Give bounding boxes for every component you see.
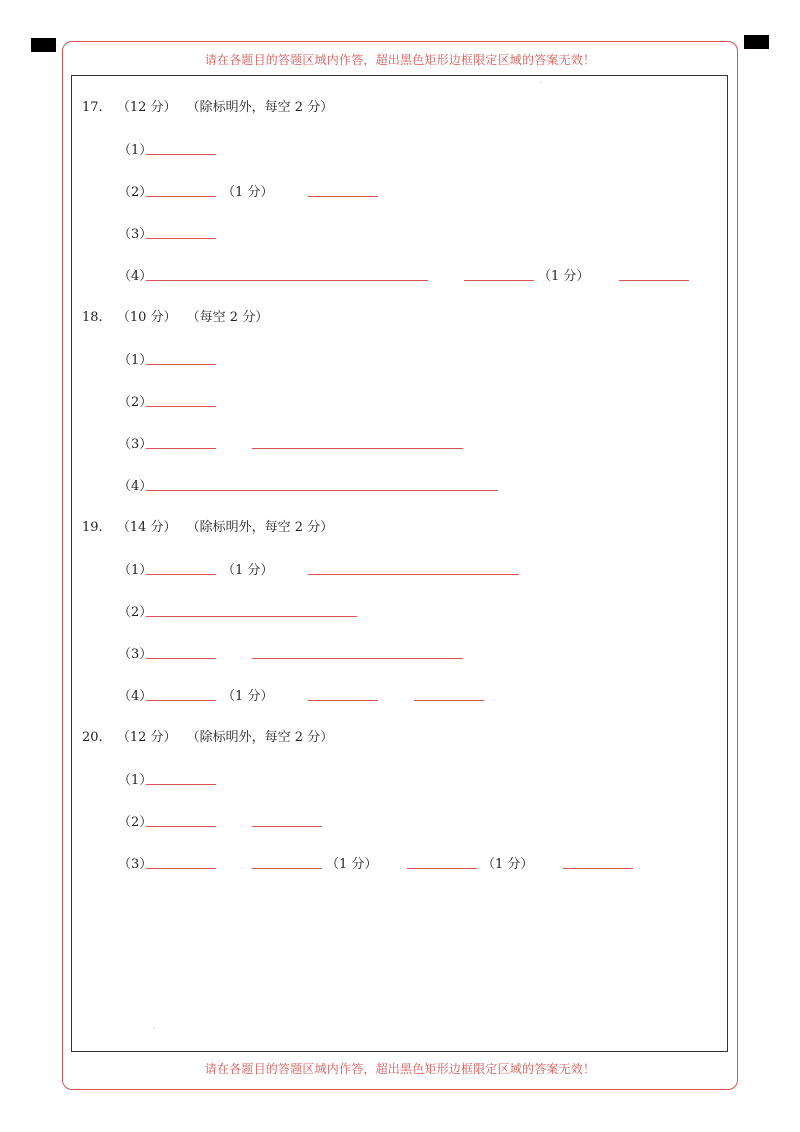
- question-note: （每空 2 分）: [186, 310, 269, 325]
- question-points: （14 分）: [116, 520, 177, 535]
- q18-part-3-label: （3）: [118, 437, 153, 452]
- q19-part-3-blank-a[interactable]: [146, 658, 216, 659]
- q20-part-2-blank-a[interactable]: [146, 826, 216, 827]
- q17-part-4-score: （1 分）: [538, 269, 590, 284]
- q19-part-1-blank-a[interactable]: [146, 574, 216, 575]
- q19-part-4-blank-c[interactable]: [414, 700, 484, 701]
- q19-part-2-blank[interactable]: [146, 616, 357, 617]
- question-number: 20.: [82, 730, 103, 745]
- q19-part-3-label: （3）: [118, 647, 153, 662]
- q20-part-3-blank-b[interactable]: [252, 868, 322, 869]
- question-20-title: [82, 726, 339, 745]
- q19-part-4-blank-a[interactable]: [146, 700, 216, 701]
- q17-part-3-blank[interactable]: [146, 238, 216, 239]
- top-notice: 请在各题目的答题区域内作答，超出黑色矩形边框限定区域的答案无效！: [204, 53, 596, 67]
- q17-part-4-blank-a[interactable]: [146, 280, 428, 281]
- question-note: （除标明外，每空 2 分）: [186, 520, 334, 535]
- scan-dot: ': [153, 1026, 156, 1035]
- q17-part-2-blank-a[interactable]: [146, 196, 216, 197]
- q20-part-2-label: （2）: [118, 815, 153, 830]
- q17-part-2-blank-b[interactable]: [308, 196, 378, 197]
- question-note: （除标明外，每空 2 分）: [186, 730, 334, 745]
- question-17-title: [82, 96, 339, 115]
- answer-region-box: [71, 75, 728, 1052]
- q18-part-4-blank[interactable]: [146, 490, 498, 491]
- q18-part-2-label: （2）: [118, 395, 153, 410]
- question-number: 18.: [82, 310, 103, 325]
- q19-part-1-blank-b[interactable]: [308, 574, 519, 575]
- question-points: （10 分）: [116, 310, 177, 325]
- q20-part-3-label: （3）: [118, 857, 153, 872]
- alignment-marker-left: [31, 38, 56, 52]
- question-number: 17.: [82, 100, 103, 115]
- alignment-marker-right: [744, 35, 769, 49]
- question-points: （12 分）: [116, 100, 177, 115]
- q19-part-1-score: （1 分）: [222, 563, 274, 578]
- question-19-title: [82, 516, 339, 535]
- q18-part-3-blank-a[interactable]: [146, 448, 216, 449]
- q20-part-3-blank-c[interactable]: [407, 868, 477, 869]
- q17-part-4-blank-c[interactable]: [619, 280, 689, 281]
- q17-part-3-label: （3）: [118, 227, 153, 242]
- q20-part-2-blank-b[interactable]: [252, 826, 322, 827]
- q18-part-1-blank[interactable]: [146, 364, 216, 365]
- q17-part-4-label: （4）: [118, 269, 153, 284]
- q19-part-4-label: （4）: [118, 689, 153, 704]
- question-note: （除标明外，每空 2 分）: [186, 100, 334, 115]
- q19-part-4-score: （1 分）: [222, 689, 274, 704]
- q20-part-3-score-a: （1 分）: [326, 857, 378, 872]
- q19-part-3-blank-b[interactable]: [252, 658, 463, 659]
- q19-part-1-label: （1）: [118, 563, 153, 578]
- question-18-title: [82, 306, 274, 325]
- q20-part-1-label: （1）: [118, 773, 153, 788]
- scan-dot: ': [540, 80, 543, 89]
- q17-part-2-score: （1 分）: [222, 185, 274, 200]
- question-points: （12 分）: [116, 730, 177, 745]
- bottom-notice: 请在各题目的答题区域内作答，超出黑色矩形边框限定区域的答案无效！: [204, 1062, 596, 1076]
- q20-part-3-score-b: （1 分）: [482, 857, 534, 872]
- q18-part-1-label: （1）: [118, 353, 153, 368]
- q18-part-2-blank[interactable]: [146, 406, 216, 407]
- q20-part-3-blank-d[interactable]: [563, 868, 633, 869]
- question-number: 19.: [82, 520, 103, 535]
- q18-part-3-blank-b[interactable]: [252, 448, 463, 449]
- q17-part-1-blank[interactable]: [146, 154, 216, 155]
- q17-part-4-blank-b[interactable]: [464, 280, 534, 281]
- q17-part-2-label: （2）: [118, 185, 153, 200]
- q19-part-4-blank-b[interactable]: [308, 700, 378, 701]
- q19-part-2-label: （2）: [118, 605, 153, 620]
- q20-part-1-blank[interactable]: [146, 784, 216, 785]
- q17-part-1-label: （1）: [118, 143, 153, 158]
- q18-part-4-label: （4）: [118, 479, 153, 494]
- q20-part-3-blank-a[interactable]: [146, 868, 216, 869]
